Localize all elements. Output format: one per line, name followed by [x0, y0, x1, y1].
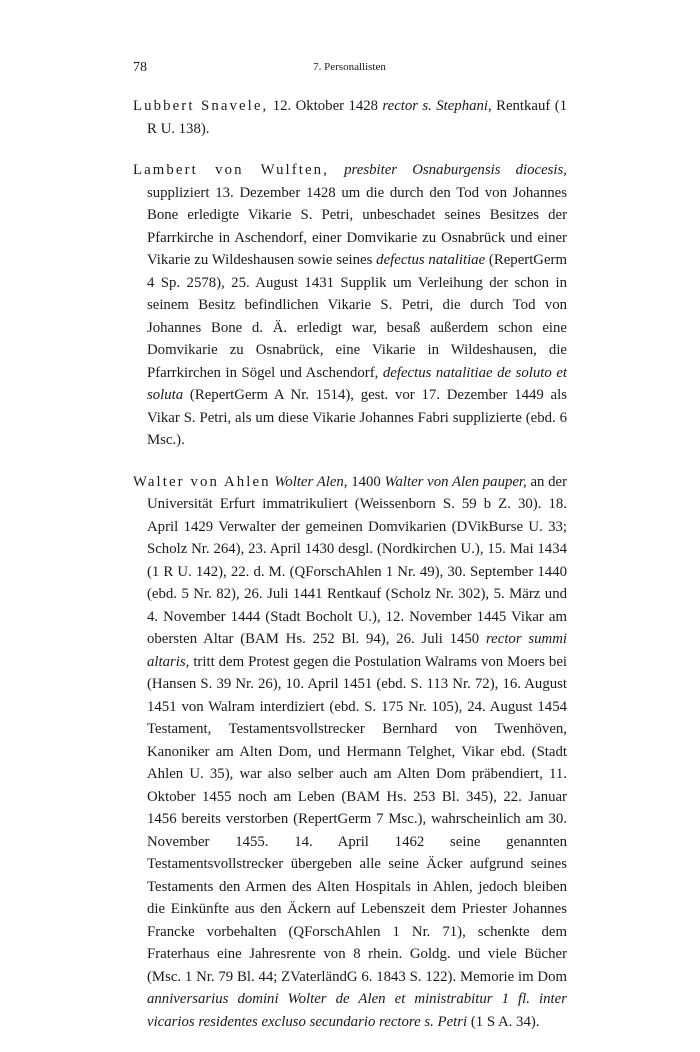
entry-name: Walter von Ahlen: [133, 473, 271, 490]
entry-text: an der Universität Erfurt immatrikuliert (Weissenborn S. 59 b Z. 30). 18. April 1429 Verwalter der gemeinen Domvikarien (DVikBurse U. 33; Scholz Nr. 264), 23. April 1430 desgl. (Nordkirchen U.), 15. Mai 1434 (1 R U. 142), 22. d. M. (QForschAhlen 1 Nr. 49), 30. September 1440 (ebd. 5 Nr. 82), 26. Juli 1441 Rentkauf (Scholz Nr. 302), 5. März und 4. November 1444 (Stadt Bocholt U.), 12. November 1445 Vikar am obersten Altar (BAM Hs. 252 Bl. 94), 26. Juli 1450: [147, 473, 568, 647]
entry-italic-text: Walter von Alen pauper,: [384, 473, 527, 490]
entry-text: (1 S A. 34).: [467, 1013, 540, 1030]
entry-text: (RepertGerm 4 Sp. 2578), 25. August 1431 Supplik um Verleihung der schon in seinem Besitz befindlichen Vikarie S. Petri, die durch Tod von Johannes Bone d. Ä. erledigt war, besaß außerdem schon eine Domvikarie zu Osnabrück, eine Vikarie in Wildeshausen, die Pfarrkirchen in Sögel und Aschendorf,: [147, 252, 567, 381]
entry-text: 1400: [347, 473, 385, 490]
entry-name: Lambert von Wulften,: [133, 162, 329, 178]
entry-text: tritt dem Protest gegen die Postulation Walrams von Moers bei (Hansen S. 39 Nr. 26), 10. April 1451 (ebd. S. 113 Nr. 72), 16. August 1451 von Walram interdiziert (ebd. S. 175 Nr. 105), 24. August 1454 Testament, Testamentsvollstrecker Bernhard von Twenhöven, Kanoniker am Alten Dom, und Hermann Telghet, Vikar ebd. (Stadt Ahlen U. 35), war also selber auch am Alten Dom präbendiert, 11. Oktober 1455 noch am Leben (BAM Hs. 253 Bl. 345), 22. Januar 1456 bereits verstorben (RepertGerm 7 Msc.), wahrscheinlich am 30. November 1455. 14. April 1462 seine genannten Testamentsvollstrecker übergeben alle seine Äcker aufgrund seines Testaments den Armen des Alten Hospitals in Ahlen, jedoch bleiben die Einkünfte aus den Äckern auf Lebenszeit dem Priester Johannes Francke vorbehalten (QForschAhlen 1 Nr. 71), schenkte dem Fraterhaus eine Jahresrente von 8 rhein. Goldg. und viele Bücher (Msc. 1 Nr. 79 Bl. 44; ZVaterländG 6. 1843 S. 122). Memorie im Dom: [147, 653, 567, 985]
entry-italic-text: Wolter Alen,: [274, 473, 348, 490]
entry-text: Rentkauf (1 R U. 138).: [147, 98, 568, 137]
entry-italic-text: rector summi altaris,: [147, 631, 567, 670]
entry-italic-text: defectus natalitiae: [376, 252, 486, 268]
entry-list: [133, 95, 567, 1052]
entry-text: suppliziert 13. Dezember 1428 um die durch den Tod von Johannes Bone erledigte Vikarie S. Petri, unbeschadet seines Besitzes der Pfarrkirche in Aschendorf, einer Domvikarie zu Osnabrück und einer Vikarie zu Wildeshausen sowie seines: [147, 184, 567, 268]
entry-italic-text: anniversarius domini Wolter de Alen et ministrabitur 1 fl. inter vicarios residentes excluso secundario rectore s. Petri: [147, 991, 567, 1030]
entry-walter-von-ahlen: [133, 471, 567, 1034]
running-title: 7. Personallisten: [313, 61, 386, 73]
running-head: [133, 60, 566, 80]
entry-text: [329, 162, 344, 178]
page-number: 78: [133, 60, 147, 75]
entry-name: Lubbert Snavele,: [133, 98, 269, 114]
entry-italic-text: presbiter Osnaburgensis diocesis,: [344, 162, 567, 178]
entry-text: (RepertGerm A Nr. 1514), gest. vor 17. Dezember 1449 als Vikar S. Petri, als um diese Vikarie Johannes Fabri supplizierte (ebd. 6 Msc.).: [147, 387, 567, 448]
entry-italic-text: defectus natalitiae de soluto et soluta: [147, 364, 567, 403]
entry-italic-text: rector s. Stephani,: [382, 98, 492, 114]
entry-lambert-von-wulften: [133, 159, 567, 452]
entry-text: 12. Oktober 1428: [268, 98, 383, 114]
entry-lubbert-snavele: [133, 95, 567, 140]
